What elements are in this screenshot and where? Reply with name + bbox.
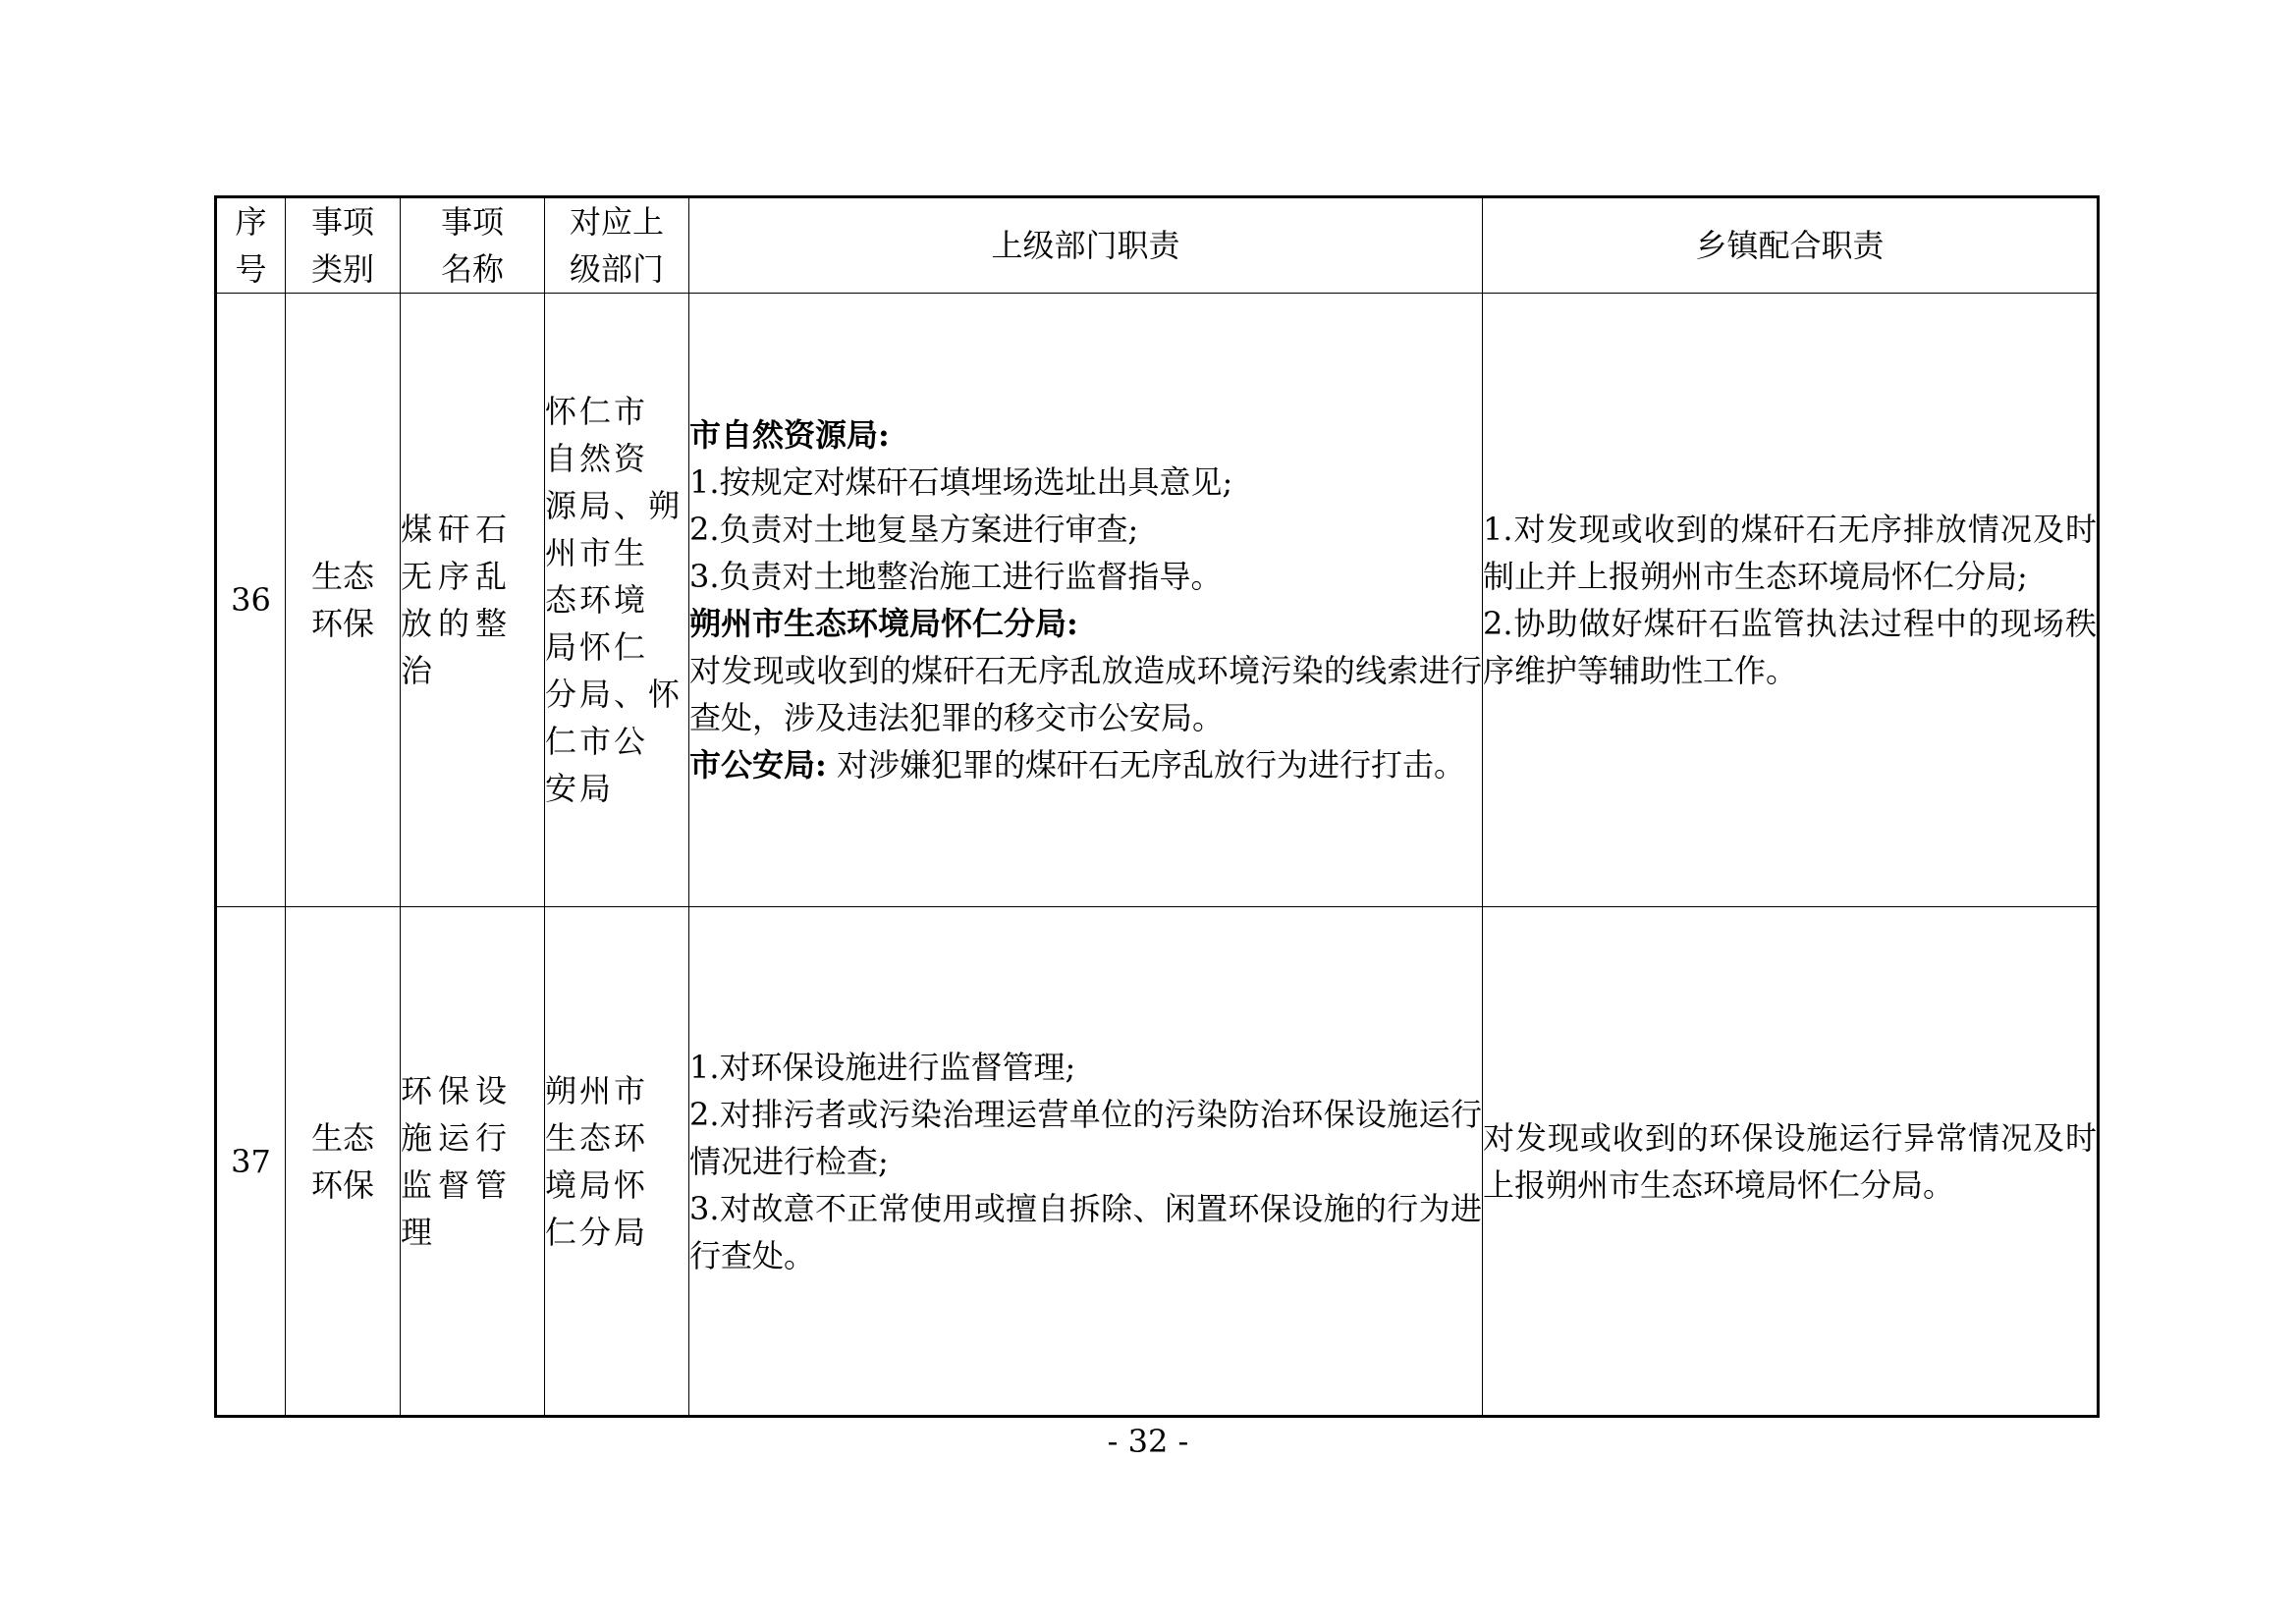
row-category: 生态 环保 [286, 294, 401, 907]
row-upper-duty: 1.对环保设施进行监督管理; 2.对排污者或污染治理运营单位的污染防治环保设施运行情况进行检查; 3.对故意不正常使用或擅自拆除、闲置环保设施的行为进行查处。 [689, 907, 1483, 1417]
dept-heading: 市自然资源局: [689, 416, 890, 454]
row-dept: 朔州市 生态环 境局怀 仁分局 [545, 907, 689, 1417]
page-number: - 32 - [1107, 1423, 1189, 1460]
row-item-name: 环保设 施运行 监督管 理 [401, 907, 545, 1417]
row-category: 生态 环保 [286, 907, 401, 1417]
dept-heading: 朔州市生态环境局怀仁分局: [689, 605, 1078, 642]
row-item-name: 煤矸石 无序乱 放的整 治 [401, 294, 545, 907]
row-upper-duty: 市自然资源局: 1.按规定对煤矸石填埋场选址出具意见; 2.负责对土地复垦方案进行审查; 3.负责对土地整治施工进行监督指导。 朔州市生态环境局怀仁分局: 对发现或收到的煤矸石无序乱放造成环境污染的线索进行查处，涉及违法犯罪的移交市公安局。 市公安局: 对涉嫌犯罪的煤矸石无序乱放行为进行打击。 [689, 294, 1483, 907]
header-dept: 对应上 级部门 [545, 197, 689, 294]
header-category: 事项 类别 [286, 197, 401, 294]
row-town-duty: 对发现或收到的环保设施运行异常情况及时上报朔州市生态环境局怀仁分局。 [1483, 907, 2099, 1417]
table-row [216, 294, 2099, 907]
row-seq: 37 [216, 907, 286, 1417]
row-dept: 怀仁市 自然资 源局、朔 州市生 态环境 局怀仁 分局、怀 仁市公 安局 [545, 294, 689, 907]
row-seq: 36 [216, 294, 286, 907]
header-upper-duty: 上级部门职责 [689, 197, 1483, 294]
header-town-duty: 乡镇配合职责 [1483, 197, 2099, 294]
table-row [216, 907, 2099, 1417]
row-town-duty: 1.对发现或收到的煤矸石无序排放情况及时制止并上报朔州市生态环境局怀仁分局; 2.协助做好煤矸石监管执法过程中的现场秩序维护等辅助性工作。 [1483, 294, 2099, 907]
dept-heading: 市公安局: [689, 746, 827, 784]
duty-table [214, 195, 2100, 1418]
header-name: 事项 名称 [401, 197, 545, 294]
table-header-row [216, 197, 2099, 294]
header-seq: 序 号 [216, 197, 286, 294]
